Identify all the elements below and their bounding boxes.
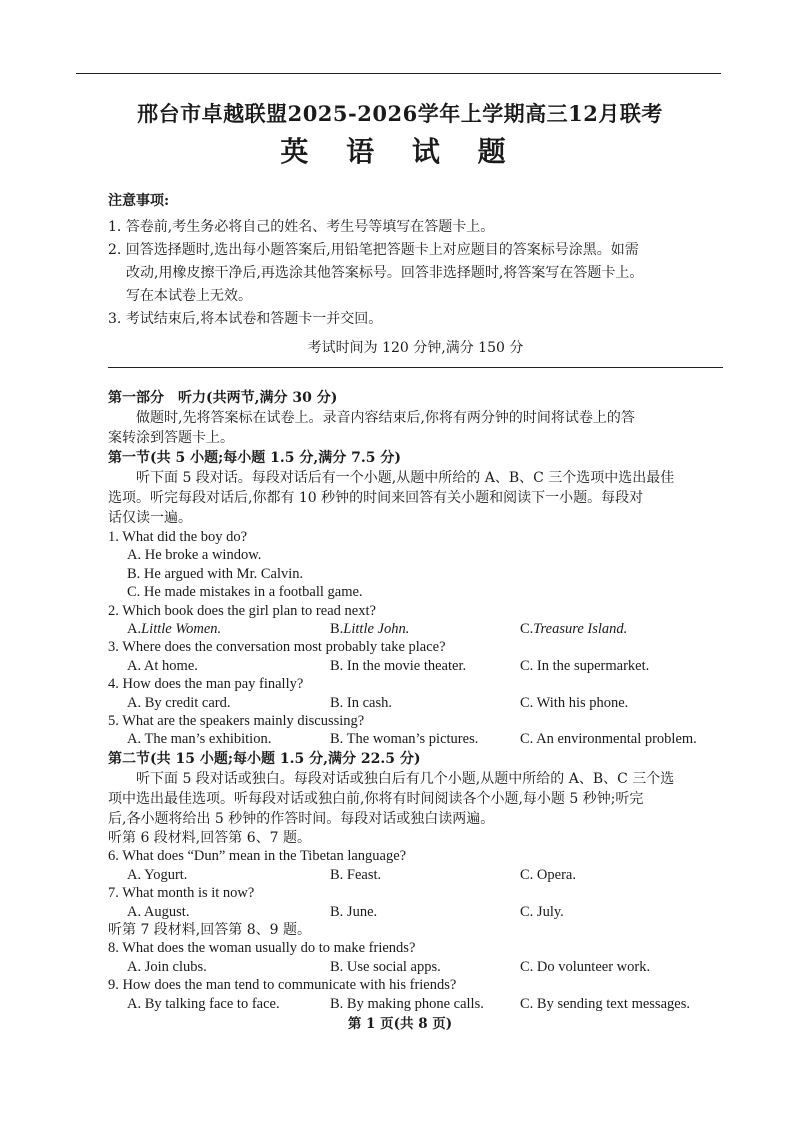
question-4-option-b: B. In cash. xyxy=(330,694,393,711)
question-3-option-b: B. In the movie theater. xyxy=(330,657,467,674)
question-7-option-c: C. July. xyxy=(520,903,564,920)
question-5-option-c: C. An environmental problem. xyxy=(520,731,697,748)
top-rule xyxy=(76,73,721,74)
question-1-option-a-row xyxy=(108,546,723,564)
section2-instruction-line2: 项中选出最佳选项。听每段对话或独白前,你将有时间阅读各个小题,每小题 5 秒钟;听完 xyxy=(108,790,644,807)
question-2-option-a-letter: A. xyxy=(127,621,142,638)
exam-title: 邢台市卓越联盟2025-2026学年上学期高三12月联考 xyxy=(137,101,663,126)
question-4-option-c: C. With his phone. xyxy=(520,694,629,711)
question-1-option-c-row xyxy=(108,583,723,601)
question-1-option-a: A. He broke a window. xyxy=(127,547,262,564)
question-2-option-b-title: Little John. xyxy=(343,621,410,638)
question-5-option-b: B. The woman’s pictures. xyxy=(330,731,479,748)
question-9-options xyxy=(108,995,723,1013)
question-8-options xyxy=(108,958,723,976)
question-2-option-c-title: Treasure Island. xyxy=(533,621,628,638)
question-2-option-b-letter: B. xyxy=(330,621,344,638)
material-6-note: 听第 6 段材料,回答第 6、7 题。 xyxy=(108,829,311,846)
question-8-stem: 8. What does the woman usually do to make friends? xyxy=(108,940,416,957)
question-3-option-a: A. At home. xyxy=(127,657,198,674)
question-9-option-b: B. By making phone calls. xyxy=(330,995,484,1012)
material-7-note: 听第 7 段材料,回答第 8、9 题。 xyxy=(108,921,311,938)
question-9-option-a: A. By talking face to face. xyxy=(127,995,280,1012)
note-item-2-line3: 写在本试卷上无效。 xyxy=(126,288,252,304)
notes-block xyxy=(108,190,723,359)
question-6-option-c: C. Opera. xyxy=(520,866,576,883)
section2-instruction-line3: 后,各小题将给出 5 秒钟的作答时间。每段对话或独白读两遍。 xyxy=(108,810,495,827)
part1-instruction-line2: 案转涂到答题卡上。 xyxy=(108,430,234,446)
question-6-option-b: B. Feast. xyxy=(330,866,382,883)
note-item-2-line2: 改动,用橡皮擦干净后,再选涂其他答案标号。回答非选择题时,将答案写在答题卡上。 xyxy=(126,265,644,281)
section2-instruction-line1: 听下面 5 段对话或独白。每段对话或独白后有几个小题,从题中所给的 A、B、C 三个选 xyxy=(136,770,675,787)
question-3-option-c: C. In the supermarket. xyxy=(520,657,650,674)
question-7-option-b: B. June. xyxy=(330,903,378,920)
question-8-option-a: A. Join clubs. xyxy=(127,958,207,975)
question-8-option-c: C. Do volunteer work. xyxy=(520,958,651,975)
question-4-options xyxy=(108,694,723,712)
question-5-options xyxy=(108,730,723,748)
note-item-2-line1: 2. 回答选择题时,选出每小题答案后,用铅笔把答题卡上对应题目的答案标号涂黑。如需 xyxy=(108,242,639,258)
question-7-options xyxy=(108,903,723,921)
question-2-option-a-title: Little Women. xyxy=(141,621,222,638)
page-footer: 第 1 页(共 8 页) xyxy=(347,1016,453,1032)
question-6-option-a: A. Yogurt. xyxy=(127,866,188,883)
question-2-option-c-letter: C. xyxy=(520,621,534,638)
section1-instruction-line2: 选项。听完每段对话后,你都有 10 秒钟的时间来回答有关小题和阅读下一小题。每段对 xyxy=(108,490,644,506)
section1-instruction-line3: 话仅读一遍。 xyxy=(108,510,192,526)
question-9-stem: 9. How does the man tend to communicate with his friends? xyxy=(108,977,457,994)
section-divider xyxy=(108,367,723,368)
section1-title: 第一节(共 5 小题;每小题 1.5 分,满分 7.5 分) xyxy=(108,450,401,466)
question-2-stem: 2. Which book does the girl plan to read next? xyxy=(108,602,376,619)
question-9-option-c: C. By sending text messages. xyxy=(520,995,690,1012)
part1-title: 第一部分 听力(共两节,满分 30 分) xyxy=(108,390,338,406)
question-2-option-b xyxy=(330,620,520,638)
question-2-option-c xyxy=(520,620,627,638)
question-1-option-c: C. He made mistakes in a football game. xyxy=(127,584,363,601)
note-item-1: 1. 答卷前,考生务必将自己的姓名、考生号等填写在答题卡上。 xyxy=(108,219,495,235)
page-content xyxy=(108,190,723,1013)
question-1-option-b: B. He argued with Mr. Calvin. xyxy=(127,565,304,582)
question-1-stem: 1. What did the boy do? xyxy=(108,529,248,545)
question-2-options xyxy=(108,620,723,638)
question-3-options xyxy=(108,657,723,675)
question-3-stem: 3. Where does the conversation most probably take place? xyxy=(108,639,446,656)
note-item-3: 3. 考试结束后,将本试卷和答题卡一并交回。 xyxy=(108,311,383,327)
question-5-stem: 5. What are the speakers mainly discussing? xyxy=(108,713,365,730)
question-7-stem: 7. What month is it now? xyxy=(108,885,255,902)
question-2-option-a xyxy=(127,620,330,638)
exam-time: 考试时间为 120 分钟,满分 150 分 xyxy=(307,340,524,356)
notes-title: 注意事项: xyxy=(108,193,170,209)
question-5-option-a: A. The man’s exhibition. xyxy=(127,731,272,748)
question-4-stem: 4. How does the man pay finally? xyxy=(108,676,304,693)
part1-instruction-line1: 做题时,先将答案标在试卷上。录音内容结束后,你将有两分钟的时间将试卷上的答 xyxy=(136,410,635,426)
question-6-options xyxy=(108,866,723,884)
question-4-option-a: A. By credit card. xyxy=(127,694,231,711)
section1-instruction-line1: 听下面 5 段对话。每段对话后有一个小题,从题中所给的 A、B、C 三个选项中选出最佳 xyxy=(136,470,675,486)
question-8-option-b: B. Use social apps. xyxy=(330,958,441,975)
question-6-stem: 6. What does “Dun” mean in the Tibetan language? xyxy=(108,848,407,865)
question-7-option-a: A. August. xyxy=(127,903,190,920)
section2-title: 第二节(共 15 小题;每小题 1.5 分,满分 22.5 分) xyxy=(108,750,421,767)
subject-title: 英 语 试 题 xyxy=(280,135,520,168)
question-1-option-b-row xyxy=(108,565,723,583)
